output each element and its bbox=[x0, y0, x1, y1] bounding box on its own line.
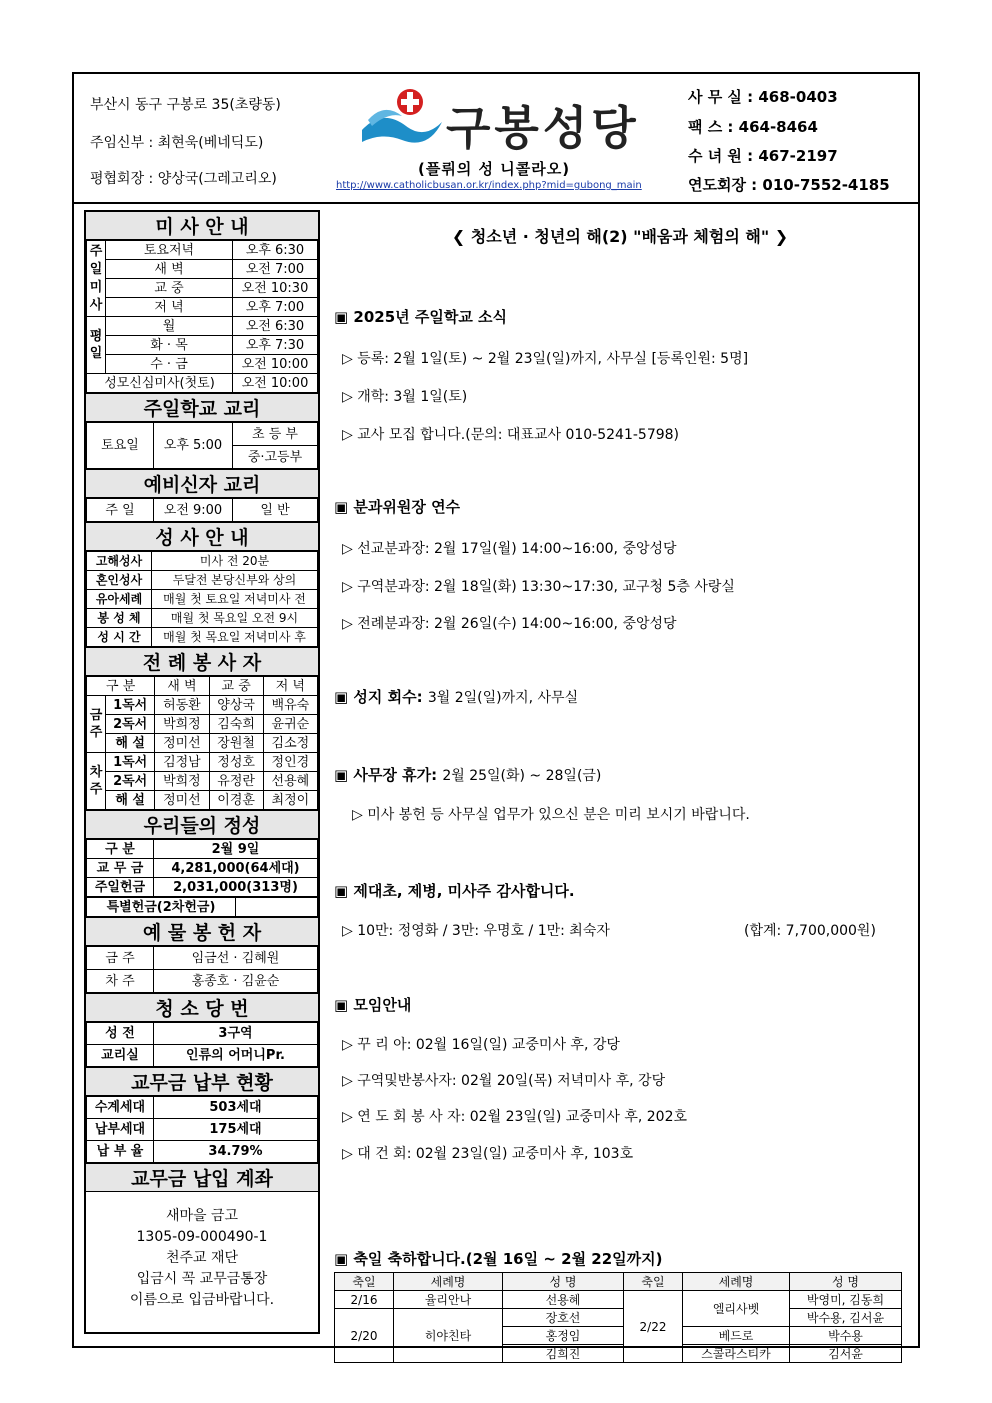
elders-phone: 연도회장 : 010-7552-4185 bbox=[688, 176, 890, 194]
feast-person: 김희진 bbox=[503, 1345, 624, 1363]
servers-table bbox=[86, 676, 318, 810]
server-name: 장원철 bbox=[209, 734, 263, 753]
server-name: 이경훈 bbox=[209, 791, 263, 810]
council-chair: 평협회장 : 양상국(그레고리오) bbox=[90, 171, 277, 187]
school-time: 오후 5:00 bbox=[154, 423, 233, 469]
offering-label: 교 무 금 bbox=[87, 859, 154, 878]
account-number: 1305-09-000490-1 bbox=[136, 1229, 268, 1245]
sacrament-info: 미사 전 20분 bbox=[152, 552, 318, 571]
sacrament-name: 혼인성사 bbox=[87, 571, 152, 590]
dues-label: 납 부 율 bbox=[87, 1141, 154, 1163]
news-line: ▷ 10만: 정영화 / 3만: 우명호 / 1만: 최숙자 bbox=[342, 923, 610, 939]
meetings-heading: ▣ 모임안내 bbox=[334, 996, 412, 1014]
feast-col: 세례명 bbox=[683, 1273, 790, 1291]
sunday-school-heading: 주일학교 교리 bbox=[86, 393, 318, 422]
server-name: 정인경 bbox=[263, 753, 317, 772]
gift-names: 임금선 · 김혜원 bbox=[154, 947, 318, 970]
server-name: 박희정 bbox=[155, 715, 209, 734]
feast-saint: 스콜라스티카 bbox=[683, 1345, 790, 1363]
mass-time: 오전 7:00 bbox=[233, 260, 318, 279]
cleaning-heading: 청 소 당 번 bbox=[86, 993, 318, 1022]
sacrament-name: 성 시 간 bbox=[87, 628, 152, 647]
theme-title: ❮ 청소년 · 청년의 해(2) "배움과 체험의 해" ❯ bbox=[451, 227, 789, 246]
account-bank: 새마을 금고 bbox=[165, 1208, 239, 1224]
offering-label: 구 분 bbox=[87, 840, 154, 859]
server-role: 2독서 bbox=[106, 715, 155, 734]
account-holder: 천주교 재단 bbox=[165, 1250, 239, 1266]
mass-time: 오전 10:30 bbox=[233, 279, 318, 298]
office-phone: 사 무 실 : 468-0403 bbox=[688, 88, 838, 106]
catechumen-time: 오전 9:00 bbox=[154, 499, 233, 522]
gift-label: 금 주 bbox=[87, 947, 154, 970]
catechumen-type: 일 반 bbox=[233, 499, 318, 522]
feast-col: 축일 bbox=[624, 1273, 683, 1291]
news-line: ▷ 구역분과장: 2월 18일(화) 13:30~17:30, 교구청 5층 사랑실 bbox=[342, 579, 735, 595]
special-offering-table bbox=[86, 897, 318, 917]
news-line: ▷ 선교분과장: 2월 17일(월) 14:00~16:00, 중앙성당 bbox=[342, 541, 677, 557]
cleaning-table bbox=[86, 1022, 318, 1067]
school-day: 토요일 bbox=[87, 423, 154, 469]
offering-value: 2,031,000(313명) bbox=[154, 878, 318, 897]
dues-label: 납부세대 bbox=[87, 1119, 154, 1141]
server-name: 허동환 bbox=[155, 696, 209, 715]
mass-name: 화 · 목 bbox=[106, 336, 233, 355]
website-link[interactable]: http://www.catholicbusan.or.kr/index.php?mid=gubong_main bbox=[336, 180, 642, 191]
feast-heading: ▣ 축일 축하합니다.(2월 16일 ~ 2월 22일까지) bbox=[334, 1250, 663, 1268]
header bbox=[74, 74, 918, 204]
church-logo-icon bbox=[358, 86, 444, 152]
school-group: 초 등 부 bbox=[233, 423, 318, 446]
office-leave-text: 2월 25일(화) ~ 28일(금) bbox=[442, 768, 602, 784]
account-note: 입금시 꼭 교무금통장 bbox=[136, 1271, 268, 1287]
catechumen-day: 주 일 bbox=[87, 499, 154, 522]
church-name: 구봉성당 bbox=[446, 101, 640, 155]
offering-heading: 우리들의 정성 bbox=[86, 810, 318, 839]
sunday-mass-label: 주일미사 bbox=[87, 241, 106, 317]
news-line: ▷ 교사 모집 합니다.(문의: 대표교사 010-5241-5798) bbox=[342, 427, 680, 443]
gift-table bbox=[86, 946, 318, 993]
dues-heading: 교무금 납부 현황 bbox=[86, 1067, 318, 1096]
mass-name: 저 녁 bbox=[106, 298, 233, 317]
dues-label: 수계세대 bbox=[87, 1097, 154, 1119]
account-heading: 교무금 납입 계좌 bbox=[86, 1163, 318, 1192]
offering-date: 2월 9일 bbox=[154, 840, 318, 859]
servers-heading: 전 례 봉 사 자 bbox=[86, 647, 318, 676]
weekday-mass-label: 평일 bbox=[87, 317, 106, 374]
news-line: ▷ 등록: 2월 1일(토) ~ 2월 23일(일)까지, 사무실 [등록인원: 5명] bbox=[342, 351, 749, 367]
feast-col: 세례명 bbox=[394, 1273, 503, 1291]
dues-table bbox=[86, 1096, 318, 1163]
feast-person: 박수용 bbox=[790, 1327, 902, 1345]
mass-name: 교 중 bbox=[106, 279, 233, 298]
gift-heading: 예 물 봉 헌 자 bbox=[86, 917, 318, 946]
mass-name: 토요저녁 bbox=[106, 241, 233, 260]
mass-name: 성모신심미사(첫토) bbox=[87, 374, 233, 393]
feast-saint: 율리안나 bbox=[394, 1291, 503, 1309]
thanks-heading: ▣ 제대초, 제병, 미사주 감사합니다. bbox=[334, 882, 575, 900]
feast-person: 장호선 bbox=[503, 1309, 624, 1327]
feast-date: 2/16 bbox=[335, 1291, 394, 1309]
news-line: ▷ 연 도 회 봉 사 자: 02월 23일(일) 교중미사 후, 202호 bbox=[342, 1109, 688, 1125]
sacrament-name: 유아세례 bbox=[87, 590, 152, 609]
feast-col: 축일 bbox=[335, 1273, 394, 1291]
server-name: 최정이 bbox=[263, 791, 317, 810]
server-name: 김정남 bbox=[155, 753, 209, 772]
offering-label: 특별헌금(2차헌금) bbox=[87, 898, 236, 917]
servers-col: 저 녁 bbox=[263, 677, 317, 696]
server-name: 양상국 bbox=[209, 696, 263, 715]
feast-person: 박영미, 김동희 bbox=[790, 1291, 902, 1309]
mass-heading: 미 사 안 내 bbox=[86, 212, 318, 240]
cleaning-place: 교리실 bbox=[87, 1045, 154, 1067]
fax-number: 팩 스 : 464-8464 bbox=[688, 118, 818, 136]
cleaning-group: 3구역 bbox=[154, 1023, 318, 1045]
palm-return-label: ▣ 성지 회수: bbox=[334, 688, 423, 706]
sacrament-info: 두달전 본당신부와 상의 bbox=[152, 571, 318, 590]
server-name: 백유숙 bbox=[263, 696, 317, 715]
sacrament-name: 고해성사 bbox=[87, 552, 152, 571]
server-role: 해 설 bbox=[106, 734, 155, 753]
feast-saint: 히야친타 bbox=[394, 1309, 503, 1363]
server-name: 박희정 bbox=[155, 772, 209, 791]
palm-return-heading bbox=[334, 686, 578, 707]
news-line: ▷ 구역및반봉사자: 02월 20일(목) 저녁미사 후, 강당 bbox=[342, 1073, 666, 1089]
cleaning-place: 성 전 bbox=[87, 1023, 154, 1045]
feast-saint: 베드로 bbox=[683, 1327, 790, 1345]
news-line: ▷ 전례분과장: 2월 26일(수) 14:00~16:00, 중앙성당 bbox=[342, 616, 677, 632]
feast-col: 성 명 bbox=[503, 1273, 624, 1291]
gift-label: 차 주 bbox=[87, 970, 154, 993]
account-info bbox=[86, 1192, 318, 1311]
gift-names: 홍종호 · 김윤순 bbox=[154, 970, 318, 993]
office-leave-heading bbox=[334, 764, 601, 785]
offering-table bbox=[86, 839, 318, 897]
servers-col: 구 분 bbox=[87, 677, 155, 696]
sacrament-info: 매월 첫 토요일 저녁미사 전 bbox=[152, 590, 318, 609]
palm-return-text: 3월 2일(일)까지, 사무실 bbox=[427, 690, 579, 706]
dues-value: 503세대 bbox=[154, 1097, 318, 1119]
convent-phone: 수 녀 원 : 467-2197 bbox=[688, 147, 838, 165]
server-role: 1독서 bbox=[106, 753, 155, 772]
mass-time: 오전 6:30 bbox=[233, 317, 318, 336]
offering-value bbox=[236, 898, 318, 917]
mass-time: 오전 10:00 bbox=[233, 374, 318, 393]
address: 부산시 동구 구봉로 35(초량동) bbox=[90, 97, 281, 113]
server-name: 정성호 bbox=[209, 753, 263, 772]
server-name: 김숙희 bbox=[209, 715, 263, 734]
catechumen-table bbox=[86, 498, 318, 522]
right-column bbox=[330, 214, 910, 1361]
this-week-label: 금주 bbox=[87, 696, 106, 753]
thanks-total: (합계: 7,700,000원) bbox=[744, 923, 876, 939]
feast-table bbox=[334, 1272, 902, 1363]
catechumen-heading: 예비신자 교리 bbox=[86, 469, 318, 498]
news-line: ▷ 미사 봉헌 등 사무실 업무가 있으신 분은 미리 보시기 바랍니다. bbox=[352, 807, 750, 823]
church-patron: (플뤼의 성 니콜라오) bbox=[418, 160, 571, 178]
mass-name: 수 · 금 bbox=[106, 355, 233, 374]
sacrament-info: 매월 첫 목요일 저녁미사 후 bbox=[152, 628, 318, 647]
sunday-school-news-heading: ▣ 2025년 주일학교 소식 bbox=[334, 308, 508, 326]
dues-value: 34.79% bbox=[154, 1141, 318, 1163]
server-role: 2독서 bbox=[106, 772, 155, 791]
bulletin-frame bbox=[72, 72, 920, 1361]
sacrament-info: 매월 첫 목요일 오전 9시 bbox=[152, 609, 318, 628]
feast-person: 홍정임 bbox=[503, 1327, 624, 1345]
mass-name: 새 벽 bbox=[106, 260, 233, 279]
sunday-school-table bbox=[86, 422, 318, 469]
mass-name: 월 bbox=[106, 317, 233, 336]
mass-time: 오후 7:00 bbox=[233, 298, 318, 317]
school-group: 중·고등부 bbox=[233, 446, 318, 469]
server-name: 윤귀순 bbox=[263, 715, 317, 734]
feast-saint: 엘리사벳 bbox=[683, 1291, 790, 1327]
servers-col: 교 중 bbox=[209, 677, 263, 696]
feast-person: 김서윤 bbox=[790, 1345, 902, 1363]
feast-person: 박수용, 김서윤 bbox=[790, 1309, 902, 1327]
server-name: 유정란 bbox=[209, 772, 263, 791]
servers-col: 새 벽 bbox=[155, 677, 209, 696]
mass-time: 오후 6:30 bbox=[233, 241, 318, 260]
feast-date: 2/22 bbox=[624, 1291, 683, 1363]
news-line: ▷ 개학: 3월 1일(토) bbox=[342, 389, 468, 405]
feast-col: 성 명 bbox=[790, 1273, 902, 1291]
mass-table bbox=[86, 240, 318, 393]
news-line: ▷ 대 건 회: 02월 23일(일) 교중미사 후, 103호 bbox=[342, 1146, 634, 1162]
cleaning-group: 인류의 어머니Pr. bbox=[154, 1045, 318, 1067]
office-leave-label: ▣ 사무장 휴가: bbox=[334, 766, 438, 784]
pastor: 주임신부 : 최현욱(베네딕도) bbox=[90, 135, 264, 151]
server-name: 선용혜 bbox=[263, 772, 317, 791]
sacraments-table bbox=[86, 551, 318, 647]
offering-value: 4,281,000(64세대) bbox=[154, 859, 318, 878]
training-heading: ▣ 분과위원장 연수 bbox=[334, 498, 461, 516]
server-name: 정미선 bbox=[155, 734, 209, 753]
sacrament-name: 봉 성 체 bbox=[87, 609, 152, 628]
server-name: 김소정 bbox=[263, 734, 317, 753]
sacraments-heading: 성 사 안 내 bbox=[86, 522, 318, 551]
server-role: 해 설 bbox=[106, 791, 155, 810]
server-name: 정미선 bbox=[155, 791, 209, 810]
feast-date: 2/20 bbox=[335, 1309, 394, 1363]
next-week-label: 차주 bbox=[87, 753, 106, 810]
mass-time: 오후 7:30 bbox=[233, 336, 318, 355]
server-role: 1독서 bbox=[106, 696, 155, 715]
feast-person: 선용혜 bbox=[503, 1291, 624, 1309]
dues-value: 175세대 bbox=[154, 1119, 318, 1141]
mass-time: 오전 10:00 bbox=[233, 355, 318, 374]
account-note: 이름으로 입금바랍니다. bbox=[129, 1292, 275, 1308]
left-column bbox=[84, 210, 320, 1334]
news-line: ▷ 꾸 리 아: 02월 16일(일) 교중미사 후, 강당 bbox=[342, 1037, 620, 1053]
offering-label: 주일헌금 bbox=[87, 878, 154, 897]
